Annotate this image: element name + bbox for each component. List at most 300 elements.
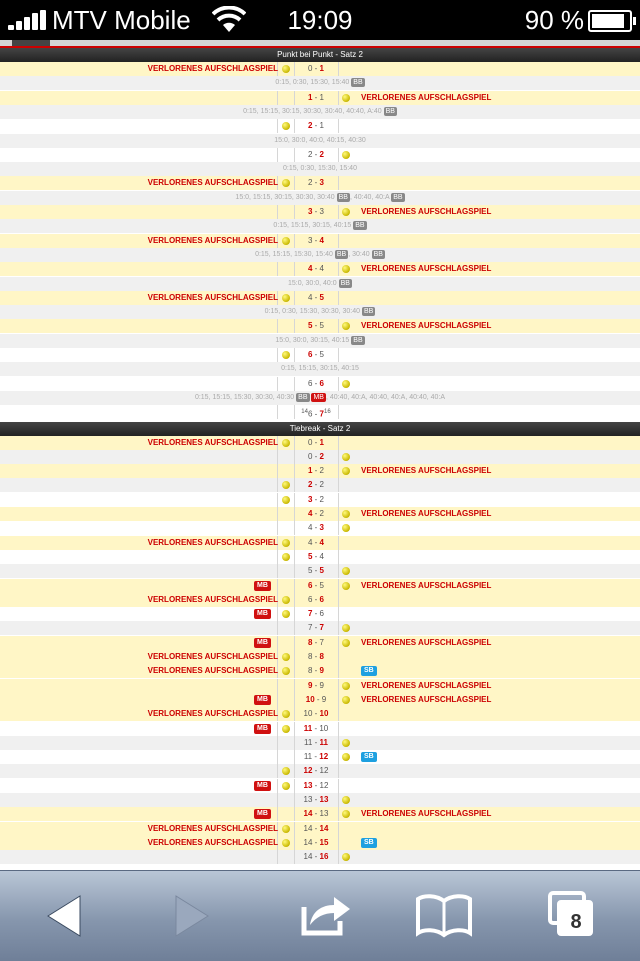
column-divider (277, 736, 278, 750)
tabs-icon[interactable] (540, 887, 612, 945)
score-right: 12 (319, 780, 329, 790)
column-divider (338, 579, 339, 593)
lost-serve-label-right: VERLORENES AUFSCHLAGSPIEL (361, 580, 492, 590)
column-divider (338, 664, 339, 678)
share-icon[interactable] (288, 887, 360, 945)
score-row (0, 450, 640, 464)
serve-ball-icon (282, 179, 290, 187)
serve-ball-icon (342, 696, 350, 704)
score (294, 521, 338, 535)
score-dash: - (312, 580, 320, 590)
column-divider (277, 579, 278, 593)
score-right: 3 (319, 178, 324, 188)
column-divider (277, 464, 278, 478)
break-ball-badge: BB (336, 250, 347, 258)
score-dash: - (312, 852, 320, 862)
point-progression: 0:15, 15:15, 30:15, 30:30, 30:40, 40:40, A:40 BB (243, 107, 395, 115)
set-final-score (294, 405, 338, 422)
score-right: 15 (319, 837, 329, 847)
score-right: 10 (319, 709, 329, 719)
score-right: 12 (319, 752, 329, 762)
score-row (0, 607, 640, 621)
tab-stub[interactable] (12, 40, 50, 46)
score-left: 8 (307, 637, 313, 647)
score-dash: - (312, 637, 320, 647)
score (294, 579, 338, 593)
set-ball-badge: SB (361, 838, 377, 848)
break-ball-badge: BB (363, 308, 374, 316)
serve-ball-icon (282, 782, 290, 790)
score (294, 750, 338, 764)
point-progression: 15:0, 30:0, 40:0 BB (288, 279, 350, 287)
score-left: 5 (307, 321, 313, 331)
column-divider (338, 722, 339, 736)
score-left: 4 (307, 509, 313, 518)
point-progression-row (0, 248, 640, 262)
column-divider (338, 348, 339, 362)
lost-serve-label-left: VERLORENES AUFSCHLAGSPIEL (147, 594, 278, 604)
score (294, 507, 338, 521)
score-left: 0 (307, 64, 313, 73)
score-right: 5 (319, 580, 324, 590)
score-left: 0 (307, 451, 313, 461)
score-left: 4 (307, 264, 313, 274)
score-left: 2 (307, 480, 313, 490)
point-progression: 0:15, 15:15, 30:15, 40:15 (281, 365, 359, 373)
score-left: 14 (303, 837, 313, 847)
serve-ball-icon (342, 796, 350, 804)
serve-ball-icon (282, 553, 290, 561)
match-ball-badge: MB (254, 724, 271, 734)
lost-serve-label-left: VERLORENES AUFSCHLAGSPIEL (147, 666, 278, 676)
score (294, 205, 338, 219)
set-final-row (0, 405, 640, 419)
score-right: 9 (321, 694, 327, 704)
score (294, 722, 338, 736)
score (294, 593, 338, 607)
lost-serve-label-right: VERLORENES AUFSCHLAGSPIEL (361, 680, 492, 690)
serve-ball-icon (342, 524, 350, 532)
point-progression: 15:0, 30:0, 30:15, 40:15 BB (275, 336, 363, 344)
score-dash: - (312, 509, 320, 518)
column-divider (338, 793, 339, 807)
score-row (0, 91, 640, 105)
serve-ball-icon (342, 94, 350, 102)
column-divider (277, 377, 278, 391)
match-ball-badge: MB (254, 609, 271, 619)
score (294, 91, 338, 105)
column-divider (338, 621, 339, 635)
column-divider (277, 550, 278, 564)
score (294, 176, 338, 190)
column-divider (277, 205, 278, 219)
score (294, 550, 338, 564)
score-right: 1 (319, 121, 324, 131)
lost-serve-label-left: VERLORENES AUFSCHLAGSPIEL (147, 837, 278, 847)
score-row (0, 550, 640, 564)
score (294, 636, 338, 650)
status-bar (0, 0, 640, 40)
score-right: 10 (319, 723, 329, 733)
bookmarks-icon[interactable] (408, 887, 480, 945)
serve-ball-icon (282, 122, 290, 130)
score-row (0, 62, 640, 76)
score-left: 4 (307, 292, 313, 302)
score-left: 6 (307, 580, 313, 590)
score (294, 764, 338, 778)
score-right: 2 (319, 509, 324, 518)
serve-ball-icon (282, 351, 290, 359)
score-left: 3 (307, 494, 313, 504)
column-divider (338, 507, 339, 521)
score-right: 16 (319, 852, 329, 862)
score-row (0, 348, 640, 362)
column-divider (277, 493, 278, 507)
score-dash: - (312, 409, 320, 419)
score-right: 13 (319, 795, 329, 804)
score-right: 6 (319, 378, 324, 388)
score-left: 7 (307, 623, 313, 633)
score-row (0, 707, 640, 721)
point-progression-row (0, 334, 640, 348)
score-right: 8 (319, 652, 324, 661)
score (294, 291, 338, 305)
point-progression-row (0, 219, 640, 233)
column-divider (338, 693, 339, 707)
set-games-right: 7 (319, 409, 324, 419)
serve-ball-icon (282, 825, 290, 833)
column-divider (338, 176, 339, 190)
score (294, 62, 338, 76)
back-arrow-icon[interactable] (28, 887, 100, 945)
score-row (0, 291, 640, 305)
score (294, 664, 338, 678)
score-dash: - (312, 437, 320, 447)
score-row (0, 234, 640, 248)
match-ball-badge: MB (254, 638, 271, 648)
score (294, 807, 338, 821)
lost-serve-label-right: VERLORENES AUFSCHLAGSPIEL (361, 321, 492, 331)
serve-ball-icon (282, 596, 290, 604)
score-right: 9 (319, 666, 324, 676)
column-divider (338, 764, 339, 778)
score-left: 1 (307, 466, 313, 476)
score-left: 7 (307, 609, 313, 619)
lost-serve-label-right: VERLORENES AUFSCHLAGSPIEL (361, 92, 492, 102)
column-divider (277, 793, 278, 807)
score-dash: - (312, 321, 320, 331)
serve-ball-icon (282, 767, 290, 775)
column-divider (338, 377, 339, 391)
score-left: 4 (307, 537, 313, 547)
score-row (0, 650, 640, 664)
tiebreak-points-right: 16 (324, 409, 331, 416)
serve-ball-icon (282, 839, 290, 847)
column-divider (338, 62, 339, 76)
score-left: 2 (307, 178, 313, 188)
column-divider (338, 536, 339, 550)
column-divider (338, 807, 339, 821)
carrier-name: MTV Mobile (52, 5, 191, 35)
serve-ball-icon (282, 481, 290, 489)
serve-ball-icon (342, 453, 350, 461)
lost-serve-label-right: VERLORENES AUFSCHLAGSPIEL (361, 694, 492, 704)
column-divider (338, 148, 339, 162)
serve-ball-icon (282, 439, 290, 447)
match-ball-badge: MB (254, 695, 271, 705)
lost-serve-label-left: VERLORENES AUFSCHLAGSPIEL (147, 178, 278, 188)
column-divider (338, 550, 339, 564)
lost-serve-label-right: VERLORENES AUFSCHLAGSPIEL (361, 466, 492, 476)
score-row (0, 850, 640, 864)
point-progression-row (0, 191, 640, 205)
serve-ball-icon (342, 739, 350, 747)
column-divider (277, 348, 278, 362)
score-row (0, 750, 640, 764)
score-row (0, 793, 640, 807)
serve-ball-icon (342, 853, 350, 861)
score (294, 607, 338, 621)
lost-serve-label-right: VERLORENES AUFSCHLAGSPIEL (361, 809, 492, 819)
score-dash: - (312, 609, 320, 619)
score-right: 3 (319, 207, 324, 216)
browser-toolbar (0, 870, 640, 961)
score-row (0, 722, 640, 736)
score-left: 8 (307, 666, 313, 676)
score-left: 14 (303, 852, 313, 862)
column-divider (338, 291, 339, 305)
score-right: 4 (319, 537, 324, 547)
score-right: 5 (319, 566, 324, 576)
score-right: 4 (319, 235, 324, 245)
column-divider (338, 493, 339, 507)
score-left: 4 (307, 523, 313, 533)
score-dash: - (312, 466, 320, 476)
score (294, 348, 338, 362)
score-right: 12 (319, 766, 329, 776)
score-dash: - (312, 235, 320, 245)
score-left: 2 (307, 149, 313, 159)
score-left: 14 (303, 809, 313, 819)
column-divider (277, 850, 278, 864)
serve-ball-icon (282, 610, 290, 618)
score-dash: - (312, 494, 320, 504)
score-left: 6 (307, 378, 313, 388)
column-divider (338, 707, 339, 721)
lost-serve-label-left: VERLORENES AUFSCHLAGSPIEL (147, 709, 278, 719)
score-row (0, 807, 640, 821)
score (294, 621, 338, 635)
serve-ball-icon (282, 65, 290, 73)
score-row (0, 478, 640, 492)
score-right: 7 (319, 637, 324, 647)
lost-serve-label-left: VERLORENES AUFSCHLAGSPIEL (147, 292, 278, 302)
score-row (0, 822, 640, 836)
score-right: 6 (319, 594, 324, 604)
serve-ball-icon (282, 710, 290, 718)
column-divider (338, 262, 339, 276)
column-divider (338, 478, 339, 492)
break-ball-badge: BB (385, 107, 395, 115)
match-ball-badge: MB (254, 809, 271, 819)
break-ball-badge: BB (353, 336, 363, 344)
serve-ball-icon (342, 380, 350, 388)
score-dash: - (312, 378, 320, 388)
score-left: 10 (305, 694, 315, 704)
forward-arrow-icon[interactable] (156, 887, 228, 945)
score-dash: - (312, 350, 320, 359)
point-progression: 0:15, 0:30, 15:30, 15:40 (283, 165, 357, 173)
score-row (0, 119, 640, 133)
score-right: 14 (319, 823, 329, 833)
score (294, 262, 338, 276)
score-row (0, 836, 640, 850)
score-dash: - (312, 795, 320, 804)
column-divider (338, 822, 339, 836)
score-row (0, 621, 640, 635)
point-progression-row (0, 305, 640, 319)
break-ball-badge: BB (340, 279, 350, 287)
score-row (0, 779, 640, 793)
score-right: 2 (319, 466, 324, 476)
column-divider (277, 450, 278, 464)
score-row (0, 693, 640, 707)
score-left: 13 (303, 795, 313, 804)
score-right: 5 (319, 292, 324, 302)
score-dash: - (312, 823, 320, 833)
break-ball-badge: BB (338, 193, 348, 201)
serve-ball-icon (282, 237, 290, 245)
column-divider (277, 119, 278, 133)
tabs-count: 8 (570, 911, 582, 933)
score-right: 13 (319, 809, 329, 819)
point-progression: 15:0, 30:0, 40:0, 40:15, 40:30 (274, 136, 366, 144)
point-progression: 0:15, 0:30, 15:30, 30:30, 30:40 BB (264, 308, 374, 316)
lost-serve-label-left: VERLORENES AUFSCHLAGSPIEL (147, 64, 278, 73)
score-dash: - (312, 121, 320, 131)
serve-ball-icon (282, 653, 290, 661)
lost-serve-label-right: VERLORENES AUFSCHLAGSPIEL (361, 207, 492, 216)
point-progression: 0:15, 15:15, 15:30, 30:30, 40:30 BB MB , 40:40, 40:A, 40:40, 40:A, 40:40, 40:A (194, 393, 446, 401)
top-strip (0, 40, 640, 48)
score-row (0, 176, 640, 190)
column-divider (277, 521, 278, 535)
score-row (0, 679, 640, 693)
score (294, 793, 338, 807)
score-row (0, 436, 640, 450)
score (294, 693, 338, 707)
column-divider (277, 507, 278, 521)
column-divider (338, 436, 339, 450)
score-left: 6 (307, 594, 313, 604)
point-progression-row (0, 134, 640, 148)
serve-ball-icon (342, 624, 350, 632)
score-row (0, 636, 640, 650)
score (294, 319, 338, 333)
score-dash: - (312, 709, 320, 719)
score (294, 234, 338, 248)
serve-ball-icon (342, 510, 350, 518)
set-games-left: 6 (307, 409, 313, 419)
serve-ball-icon (342, 682, 350, 690)
score-right: 2 (319, 149, 324, 159)
column-divider (338, 234, 339, 248)
point-progression-row (0, 391, 640, 405)
column-divider (338, 593, 339, 607)
battery-icon (588, 10, 632, 32)
score-left: 12 (303, 766, 313, 776)
score-right: 4 (319, 551, 324, 561)
score-dash: - (312, 680, 320, 690)
serve-ball-icon (342, 753, 350, 761)
column-divider (277, 779, 278, 793)
set-ball-badge: SB (361, 752, 377, 762)
score-row (0, 593, 640, 607)
score-right: 3 (319, 523, 324, 533)
score-left: 11 (303, 723, 313, 733)
serve-ball-icon (342, 582, 350, 590)
score (294, 436, 338, 450)
column-divider (338, 679, 339, 693)
score (294, 822, 338, 836)
score (294, 779, 338, 793)
score-dash: - (314, 694, 322, 704)
tiebreak-points-left: 14 (301, 409, 308, 416)
serve-ball-icon (342, 810, 350, 818)
column-divider (338, 521, 339, 535)
column-divider (338, 205, 339, 219)
score-right: 1 (319, 437, 324, 447)
score-dash: - (312, 92, 320, 102)
score (294, 650, 338, 664)
score-right: 1 (319, 64, 324, 73)
serve-ball-icon (342, 208, 350, 216)
score-left: 0 (307, 437, 313, 447)
score-dash: - (312, 623, 320, 633)
score-dash: - (312, 737, 320, 747)
point-progression: 0:15, 0:30, 15:30, 15:40 BB (275, 79, 363, 87)
column-divider (277, 91, 278, 105)
lost-serve-label-right: VERLORENES AUFSCHLAGSPIEL (361, 264, 492, 274)
score-left: 2 (307, 121, 313, 131)
column-divider (277, 807, 278, 821)
score-left: 6 (307, 350, 313, 359)
score-right: 2 (319, 494, 324, 504)
score (294, 148, 338, 162)
column-divider (338, 836, 339, 850)
score-dash: - (312, 292, 320, 302)
score-row (0, 319, 640, 333)
serve-ball-icon (342, 467, 350, 475)
score-row (0, 262, 640, 276)
match-ball-badge: MB (254, 581, 271, 591)
serve-ball-icon (282, 667, 290, 675)
point-progression-row (0, 162, 640, 176)
score-right: 2 (319, 451, 324, 461)
column-divider (277, 722, 278, 736)
column-divider (338, 850, 339, 864)
score (294, 464, 338, 478)
score-left: 5 (307, 551, 313, 561)
score-dash: - (312, 149, 320, 159)
serve-ball-icon (342, 265, 350, 273)
score (294, 478, 338, 492)
score-row (0, 736, 640, 750)
score-left: 9 (307, 680, 313, 690)
score-row (0, 493, 640, 507)
score-dash: - (312, 551, 320, 561)
serve-ball-icon (282, 539, 290, 547)
